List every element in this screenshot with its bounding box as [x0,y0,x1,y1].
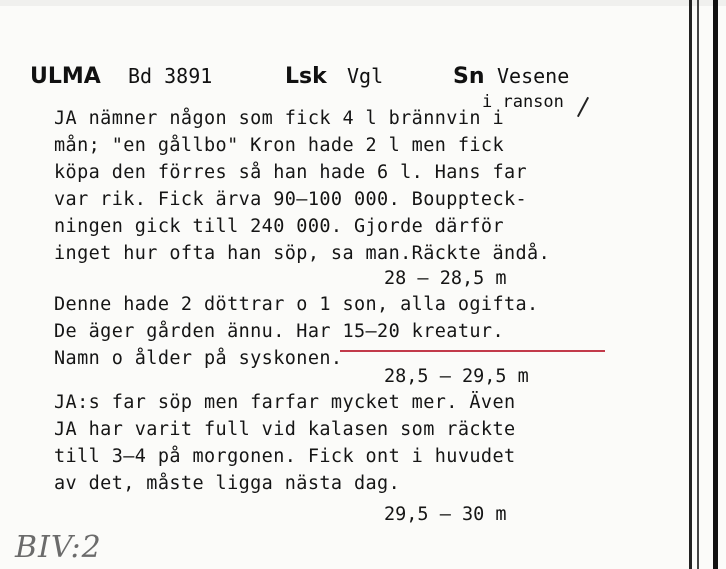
sn-note: i ranson [482,92,564,112]
recording-reference: 29,5 – 30 m [384,504,507,525]
card-edge-line [697,0,699,569]
lsk-value: Vgl [347,64,384,88]
card-edge-line [713,0,718,569]
text-line: ningen gick till 240 000. Gjorde därför [54,216,504,237]
recording-reference: 28 – 28,5 m [384,268,507,289]
text-line: JA:s far söp men farfar mycket mer. Även [54,392,516,413]
text-line: inget hur ofta han söp, sa man.Räckte ändå. [54,243,551,264]
text-line: köpa den förres så han hade 6 l. Hans far [54,162,528,183]
volume-number: Bd 3891 [128,64,213,88]
text-line: mån; "en gållbo" Kron hade 2 l men fick [54,135,504,156]
sn-value: Vesene [497,64,570,88]
archive-label: ULMA [30,64,101,89]
text-line: De äger gården ännu. Har 15–20 kreatur. [54,321,504,342]
red-underline [340,350,605,352]
text-line: till 3–4 på morgonen. Fick ont i huvudet [54,446,516,467]
card-top-edge [0,0,726,6]
text-line: JA har varit full vid kalasen som räckte [54,419,516,440]
text-line: var rik. Fick ärva 90–100 000. Bouppteck- [54,189,528,210]
text-line: Namn o ålder på syskonen. [54,348,343,369]
text-line: Denne hade 2 döttrar o 1 son, alla ogifta. [54,294,539,315]
card-edge-line [689,0,692,569]
note-slash [577,97,589,117]
lsk-label: Lsk [285,64,327,89]
sn-label: Sn [453,64,485,89]
text-line: av det, måste ligga nästa dag. [54,473,401,494]
text-line: JA nämner någon som fick 4 l brännvin i [54,108,504,129]
handwritten-code: BIV:2 [15,530,102,565]
recording-reference: 28,5 – 29,5 m [384,366,529,387]
